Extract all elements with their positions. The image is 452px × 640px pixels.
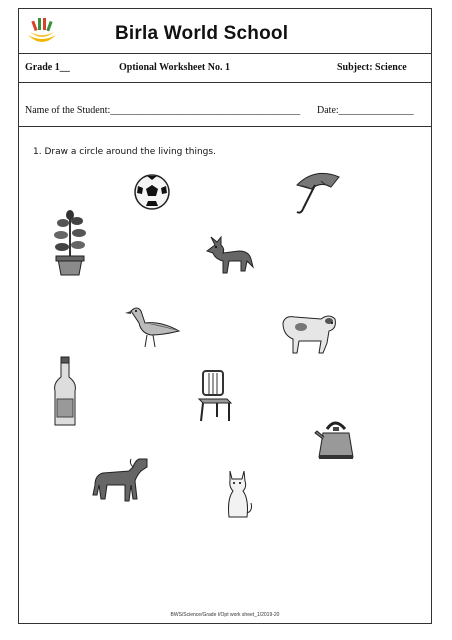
cat-icon [221, 465, 255, 521]
footer-text: BWS/Science/Grade I/Opt work sheet_1/2019-20 [170, 612, 280, 618]
fox-icon [203, 235, 255, 277]
kettle-icon [313, 417, 359, 461]
divider [19, 82, 431, 83]
chair-icon [195, 369, 235, 423]
question-text: 1. Draw a circle around the living things. [33, 147, 216, 157]
worksheet-title: Optional Worksheet No. 1 [119, 62, 230, 73]
school-header [19, 9, 431, 53]
grade-label: Grade 1__ [25, 62, 70, 73]
school-name: Birla World School [115, 23, 289, 44]
umbrella-icon [291, 167, 345, 217]
divider [19, 53, 431, 54]
dog-icon [277, 309, 339, 357]
divider [19, 126, 431, 127]
football-icon [133, 173, 171, 211]
date-field[interactable]: Date:_______________ [317, 105, 414, 116]
student-name-field[interactable]: Name of the Student:______________________________________ [25, 105, 301, 116]
bottle-icon [51, 355, 79, 429]
horse-icon [89, 455, 151, 507]
bird-icon [123, 303, 187, 349]
worksheet-page [18, 8, 432, 624]
subject-label: Subject: Science [337, 62, 407, 73]
school-logo-icon [25, 15, 59, 47]
plant-icon [53, 209, 87, 279]
